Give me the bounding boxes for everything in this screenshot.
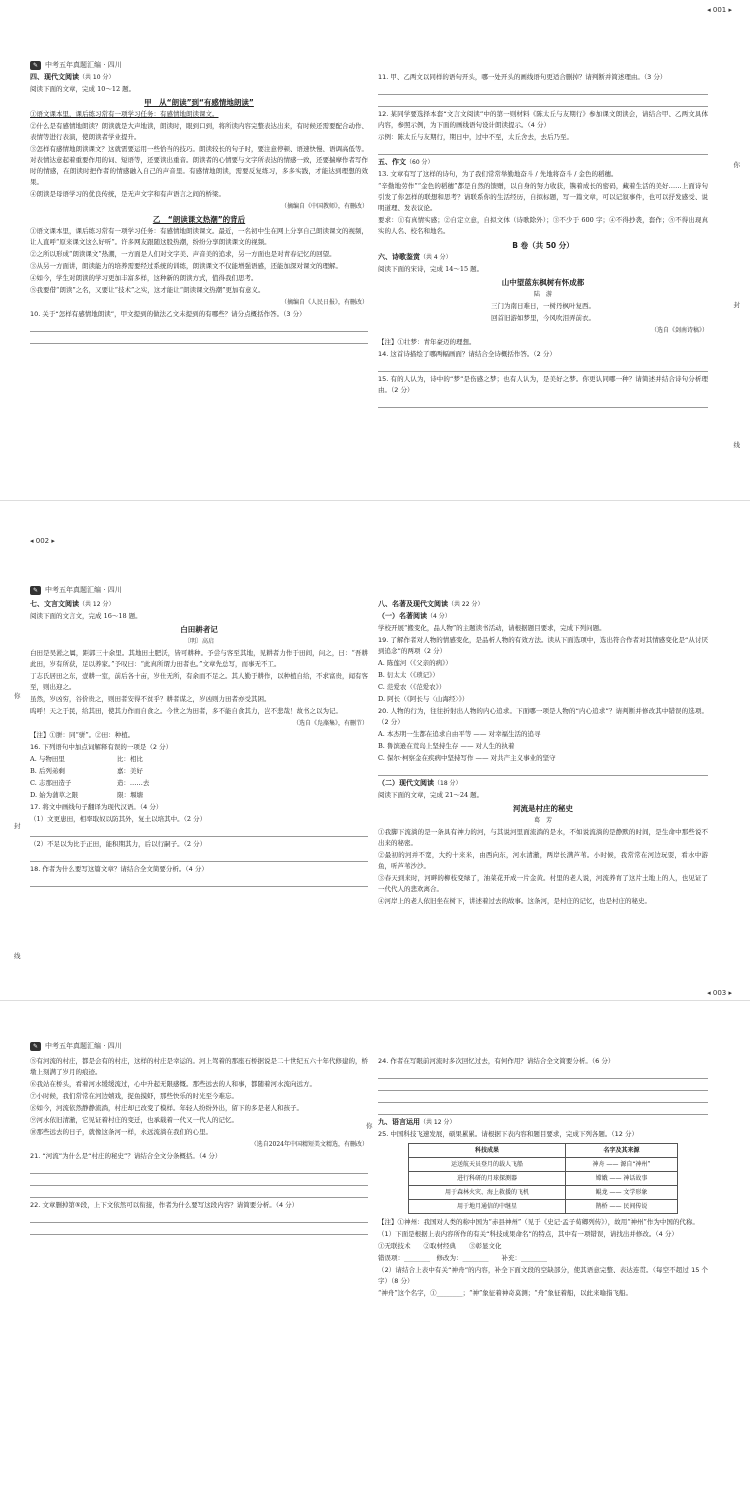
series-logo: ✎ (30, 61, 41, 70)
paragraph: ⑧如今，河流依然静静流淌，村庄却已改变了模样。年轻人纷纷外出，留下的多是老人和孩子。 (30, 1104, 303, 1112)
paragraph: 呜呼！天之于民，给其田，使其力作而自食之。今世之为田者，多不能自食其力，岂不悲哉！故书之以为记。 (30, 707, 342, 715)
question-22: 22. 文章删掉第⑤段，上下文依然可以衔接，作者为什么要写这段内容？请简要分析。（4 分） (30, 1201, 299, 1209)
question-17: 17. 将文中画线句子翻译为现代汉语。（4 分） (30, 803, 163, 811)
page-number: ◂ 003 ▸ (707, 989, 732, 997)
annotation: 【注】①神州：我国对人类的称中国为“赤县神州”（见于《史记·孟子荀卿列传》），故用“神州”作为中国的代称。 (378, 1218, 699, 1226)
volume-b-heading: B 卷（共 50 分） (512, 241, 574, 250)
answer-line[interactable] (378, 97, 708, 107)
option-a[interactable]: A. 陈莲河（《父亲的病》） (378, 659, 452, 667)
table-cell: 用于森林火灾、海上救援的飞机 (409, 1186, 566, 1200)
answer-line[interactable] (378, 398, 708, 408)
table-cell: 用于地月通信的中继星 (409, 1200, 566, 1214)
essay-prompt: “辛勤地劳作”“金色的稻穗”都是自然的馈赠，以自身的努力收获，镌着成长的密码，藏着生活的美好……上面诗句引发了你怎样的联想和思考？请联系你的生活经历，自拟标题，写一篇文章，可以记叙事件，也可以抒发感受、说明道理、发表议论。 (378, 182, 708, 212)
poem-title: 山中望蓝东枫树有怀成都 (501, 278, 585, 287)
option-d[interactable]: D. 阿长（《阿长与〈山海经〉》） (378, 695, 469, 703)
paragraph: ③从另一方面讲，朗读能力的培养需要经过系统的训练，朗读课文不仅能增强语感，还能加深对课文的理解。 (30, 262, 342, 270)
sheet2-left-column (30, 599, 368, 889)
answer-line[interactable] (30, 852, 368, 862)
options: ①无联技术 ②取材经典 ③彰显文化 (378, 1242, 502, 1250)
answer-line[interactable] (30, 1225, 368, 1235)
reading-intro: 阅读下面的宋诗，完成 14～15 题。 (378, 265, 484, 273)
paragraph: ④如今，学生对朗读的学习更加丰富多样，这种新的朗读方式，值得我们思考。 (30, 274, 258, 282)
page-sheet-1 (0, 0, 750, 500)
tech-achievement-table (408, 1143, 678, 1214)
paragraph: ⑩那些远去的日子，就像这条河一样，永远流淌在我们的心里。 (30, 1128, 212, 1136)
paragraph: 白田是吴淞之属，距郭三十余里。其地田土肥沃，皆可耕种。予尝与客至其地，见耕者力作于田间，问之，曰：“吾耕此田，岁有所获，足以养家。”予叹曰：“此真所谓力田者也。”文章先总写，而事无不工。 (30, 649, 368, 668)
section-heading: 六、诗歌鉴赏（共 4 分） (378, 253, 452, 261)
binding-mark: 你 (733, 161, 740, 169)
section-heading: 四、现代文阅读（共 10 分） (30, 73, 115, 81)
answer-line[interactable] (30, 1188, 368, 1198)
answer-line[interactable] (30, 322, 368, 332)
article-title: 河流是村庄的秘史 (513, 804, 573, 813)
header-title: 中考五年真题汇编 · 四川 (45, 1042, 122, 1050)
option-c[interactable]: C. 志那田造子 造：……去 (30, 779, 150, 787)
answer-line[interactable] (378, 1093, 708, 1103)
table-header: 科技成果 (409, 1144, 566, 1158)
question-17-part-1: （1）文更患田，相率取奴以防其外，复土以培其中。（2 分） (30, 815, 207, 823)
binding-mark: 你 (366, 1122, 373, 1130)
answer-line[interactable] (378, 145, 708, 155)
table-cell: 运送航天员登月的载人飞船 (409, 1158, 566, 1172)
answer-line[interactable] (378, 766, 708, 776)
sheet2-right-column (378, 599, 708, 908)
answer-line[interactable] (30, 1164, 368, 1174)
essay-prompt: 13. 文章有写了这样的诗句，为了我们常常举勤地奋斗 / 先地将奋斗 / 金色的稻穗。 (378, 170, 618, 178)
answer-line[interactable] (378, 1081, 708, 1091)
question-12: 12. 某同学要选择本套“文言文阅读”中的第一则材料《陈太丘与友期行》参加课文朗读会，请结合甲、乙两文具体内容，参照示例，为下面的画线语句设计朗读提示。（4 分） (378, 110, 708, 129)
binding-mark: 线 (14, 952, 21, 960)
paragraph: ⑤我要借“朗读”之名，又要让“技术”之实，这才能让“朗读课文热潮”更加有意义。 (30, 286, 265, 294)
page-header (30, 60, 122, 70)
answer-line[interactable] (378, 1069, 708, 1079)
reading-intro: 阅读下面的文章，完成 10～12 题。 (30, 85, 136, 93)
article-author: 葛 芳 (533, 817, 552, 824)
question-10: 10. 关于“怎样有感情地朗读”，甲文提到的做法乙文未提到的有哪些？请分点概括作答。（3 分） (30, 310, 306, 318)
answer-line[interactable] (378, 85, 708, 95)
question-25-part-2: （2）请结合上表中有关“神舟”的内容，补全下面文段的空缺部分，使其语意完整、表达连贯。（每空不超过 15 个字）（8 分） (378, 1266, 708, 1285)
paragraph: ⑨河水依旧清澈，它见证着村庄的变迁，也承载着一代又一代人的记忆。 (30, 1116, 238, 1124)
binding-mark: 封 (733, 301, 740, 309)
table-cell: 神舟 —— 源自“神州” (565, 1158, 677, 1172)
poem-line: 回首旧游如梦里，今风吹泪弄前衣。 (491, 314, 595, 322)
question-21: 21. “河流”为什么是“村庄的秘史”？请结合全文分条概括。（4 分） (30, 1152, 222, 1160)
header-title: 中考五年真题汇编 · 四川 (45, 586, 122, 594)
question-12-example: 示例：陈太丘与友期行，期日中，过中不至，太丘舍去，去后乃至。 (378, 133, 573, 141)
sheet1-left-column (30, 72, 368, 346)
sheet3-right-column (378, 1056, 708, 1300)
fill-blank[interactable]: 错误项：________ 修改为：________ 补充：________ (378, 1254, 547, 1262)
paragraph: 丁志氏居田之东，壹耕一室，前后各十亩，岁仕无所，有余而不足之。其人勤于耕作，以种植自给，不求富贵，闻有客至，则出迎之。 (30, 672, 368, 691)
option-c[interactable]: C. 保尔·柯察金在疾病中坚持写作 —— 对共产主义事业的坚守 (378, 754, 556, 762)
answer-line[interactable] (30, 877, 368, 887)
paragraph: ⑤有河流的村庄，都是会有的村庄，这样的村庄是幸运的。河上驾着的那座石桥据说是二十世纪五六十年代修建的，桥墩上刻满了岁月的痕迹。 (30, 1057, 368, 1076)
option-b[interactable]: B. 鲁滨逊在荒岛上坚持生存 —— 对人生的执着 (378, 742, 515, 750)
source-note: （选自《凫藻集》，有删节） (292, 720, 368, 727)
option-b[interactable]: B. 后列弟剩 嘉：美好 (30, 767, 143, 775)
source-note: （选自2024年中国精短美文精选，有删改） (250, 1141, 368, 1148)
poem-line: 三门为南日难日，一树丹枫叶复西。 (491, 302, 595, 310)
question-15: 15. 有的人认为，诗中的“梦”是伤感之梦；也有人认为，是美好之梦。你更认同哪一种？请简述并结合诗句分析理由。（2 分） (378, 375, 708, 394)
article-title-a: 甲 从“朗读”到“有感情地朗读” (144, 98, 254, 107)
option-d[interactable]: D. 始为蒲草之限 限：堰塘 (30, 791, 144, 799)
question-25: 25. 中国科技飞速发展，硕果累累。请根据下表内容和题目要求，完成下列各题。（12 分） (378, 1130, 638, 1138)
answer-line[interactable] (378, 1105, 708, 1115)
table-header: 名字及其来源 (565, 1144, 677, 1158)
page-header (30, 1041, 122, 1051)
paragraph: ④河岸上的老人依旧坐在树下，讲述着过去的故事。这条河，是村庄的记忆，也是村庄的秘史。 (378, 897, 651, 905)
paragraph: ⑦小时候，我们常常在河边嬉戏，捉鱼摸虾，那些快乐的时光至今难忘。 (30, 1092, 238, 1100)
source-note: （摘编自《人民日报》，有删改） (280, 299, 368, 306)
question-16: 16. 下列语句中加点词解释有误的一项是（2 分） (30, 743, 173, 751)
annotation: 【注】①胼：同“骈”。②田：种植。 (30, 731, 135, 739)
answer-line[interactable] (378, 362, 708, 372)
paragraph: 虽然，岁凶穷，谷价贵之，则田者安得不贫乎？耕者谋之，岁凶则力田者亦受其困。 (30, 695, 271, 703)
table-cell: 进行科研的月球探测器 (409, 1172, 566, 1186)
question-19: 19. 了解作者对人物的情感变化，是品析人物的有效方法。读从下面选项中，选出符合作者对其情感变化是“从讨厌到追念”的两项（2 分） (378, 636, 708, 655)
reading-intro: 阅读下面的文言文，完成 16～18 题。 (30, 612, 142, 620)
question-17-part-2: （2）不足以为比于正田，能积期其力，后以行嗣子。（2 分） (30, 840, 207, 848)
page-sheet-2 (0, 500, 750, 1000)
question-25-part-1: （1）下面是根据上表内容所作的有关“科技成果命名”的特点，其中有一项错误，请找出并修改。（4 分） (378, 1230, 678, 1238)
paragraph: ③春天到来时，河畔的柳枝变绿了，油菜花开成一片金黄。村里的老人说，河流养育了这片土地上的人，也见证了一代代人的悲欢离合。 (378, 874, 708, 893)
essay-requirements: 要求：①有真情实感；②自定立意，自拟文体（诗歌除外）；③不少于 600 字；④不得抄袭，套作；⑤不得出现真实的人名、校名和地名。 (378, 216, 708, 235)
answer-line[interactable] (30, 827, 368, 837)
question-24: 24. 作者在写眼前河流时多次回忆过去，有何作用？请结合全文简要分析。（6 分） (378, 1057, 615, 1065)
series-logo: ✎ (30, 586, 41, 595)
reading-intro: 学校开展“搬变化，品人物”的主题读书活动，请根据题目要求，完成下列问题。 (378, 624, 606, 632)
section-heading: 五、作文（60 分） (378, 158, 434, 166)
section-heading: 九、语言运用（共 12 分） (378, 1118, 456, 1126)
table-row (409, 1186, 678, 1200)
fill-blank[interactable]: “神舟”这个名字，①________；“神”象征着神奇莫测；“舟”象征着船，以此来喻指飞船。 (378, 1289, 632, 1297)
poem-note: 【注】①壮梦：青年豪迈的理想。 (378, 338, 476, 346)
section-heading: 七、文言文阅读（共 12 分） (30, 600, 115, 608)
binding-mark: 封 (14, 822, 21, 830)
option-c[interactable]: C. 范爱农（《范爱农》） (378, 683, 446, 691)
sheet3-left-column (30, 1056, 368, 1237)
table-cell: 鲲龙 —— 文学形象 (565, 1186, 677, 1200)
table-cell: 嫦娥 —— 神话故事 (565, 1172, 677, 1186)
table-row (409, 1172, 678, 1186)
table-row (409, 1158, 678, 1172)
paragraph: ③怎样有感情地朗读课文？这就需要运用一些恰当的技巧。朗读较长的句子时，要注意停顿、语速快慢、语调高低等。对表情达意起着重要作用的词、短语等，还要读出重音。朗读者的心情要与文字所表达的情感一致，还要揣摩作者写作时的情感，在朗读时把作者的情感融入自己的声音里。有感情地朗读，需要反复练习，多多实践，才能达到理想的效果。 (30, 145, 368, 186)
answer-line[interactable] (30, 1176, 368, 1186)
source-note: （摘编自《中国教师》，有删改） (280, 203, 368, 210)
paragraph: ②之所以形成“朗读课文”热潮，一方面是人们对文字美、声音美的追求，另一方面也是对青春记忆的回望。 (30, 250, 336, 258)
paragraph: ⑥我站在桥头，看着河水缓缓流过，心中升起无限感慨。那些远去的人和事，都随着河水流向远方。 (30, 1080, 316, 1088)
binding-mark: 你 (14, 692, 21, 700)
question-14: 14. 这首诗描绘了哪两幅画面？请结合全诗概括作答。（2 分） (378, 350, 556, 358)
reading-intro: 阅读下面的文章，完成 21～24 题。 (378, 791, 484, 799)
paragraph: ①我脚下流淌的是一条具有神力的河，与其说河里面流淌的是水，不如说流淌的是静默的时间，是生命中那些说不出来的秘密。 (378, 828, 708, 847)
source-note: （选自《剑南诗稿》） (650, 327, 708, 334)
series-logo: ✎ (30, 1042, 41, 1051)
article-title: 白田耕者记 (180, 625, 218, 634)
article-author: 〔明〕高启 (183, 638, 214, 645)
page-number-top: ◂ 001 ▸ (707, 6, 732, 14)
paragraph: ①语文课本里，课后练习常有一项学习任务：有感情地朗读课文。最近，一名初中生在网上分享自己朗读课文的视频，让人直呼“原来课文这么好听”。许多网友跟随这股热潮，纷纷分享朗读课文的视频。 (30, 227, 368, 246)
paragraph: ④朗读是母语学习的优良传统，是无声文字和有声语言之间的桥梁。 (30, 190, 225, 198)
question-20: 20. 人物的行为，往往折射出人物的内心追求。下面哪一项是人物的“内心追求”？请判断并修改其中错误的选项。（2 分） (378, 707, 708, 726)
option-a[interactable]: A. 本杰明一生都在追求自由平等 —— 对幸福生活的追寻 (378, 730, 541, 738)
paragraph: ②最初的河并不宽，大约十来米，由西向东，河水清澈，两岸长满芦苇。小时候，我常常在河边玩耍，看水中游鱼，听芦苇沙沙。 (378, 851, 708, 870)
option-a[interactable]: A. 与物田里 比：相比 (30, 755, 143, 763)
subsection-heading: （一）名著阅读（4 分） (378, 612, 451, 620)
header-title: 中考五年真题汇编 · 四川 (45, 61, 122, 69)
paragraph: ①语文课本里，课后练习常有一项学习任务：有感情地朗读课文。 (30, 110, 219, 118)
paragraph: ②什么是有感情地朗读？朗读就是大声地读，朗读时，眼到口到，将所读内容完整表达出来，有时候还需要配合动作、表情等进行表演，使朗读者学业提升。 (30, 122, 368, 141)
page-number-bottom-prev: ◂ 002 ▸ (30, 537, 55, 545)
table-row (409, 1200, 678, 1214)
answer-line[interactable] (30, 334, 368, 344)
section-heading: 八、名著及现代文阅读（共 22 分） (378, 600, 484, 608)
answer-line[interactable] (30, 1213, 368, 1223)
table-cell: 鹊桥 —— 民间传说 (565, 1200, 677, 1214)
question-11: 11. 甲、乙两文以同样的语句开头，哪一处开头的画线语句更适合删掉？请判断并简述理由。（3 分） (378, 73, 667, 81)
sheet1-right-column (378, 72, 708, 410)
binding-mark: 线 (733, 441, 740, 449)
article-title-b: 乙 “朗读课文热潮”的背后 (152, 215, 246, 224)
page-header (30, 585, 122, 595)
page-sheet-3 (0, 1000, 750, 1500)
question-18: 18. 作者为什么要写这篇文章？请结合全文简要分析。（4 分） (30, 865, 208, 873)
subsection-heading: （二）现代文阅读（18 分） (378, 779, 462, 787)
option-b[interactable]: B. 衍太太（《琐记》） (378, 671, 439, 679)
poem-author: 陆 游 (533, 291, 552, 298)
